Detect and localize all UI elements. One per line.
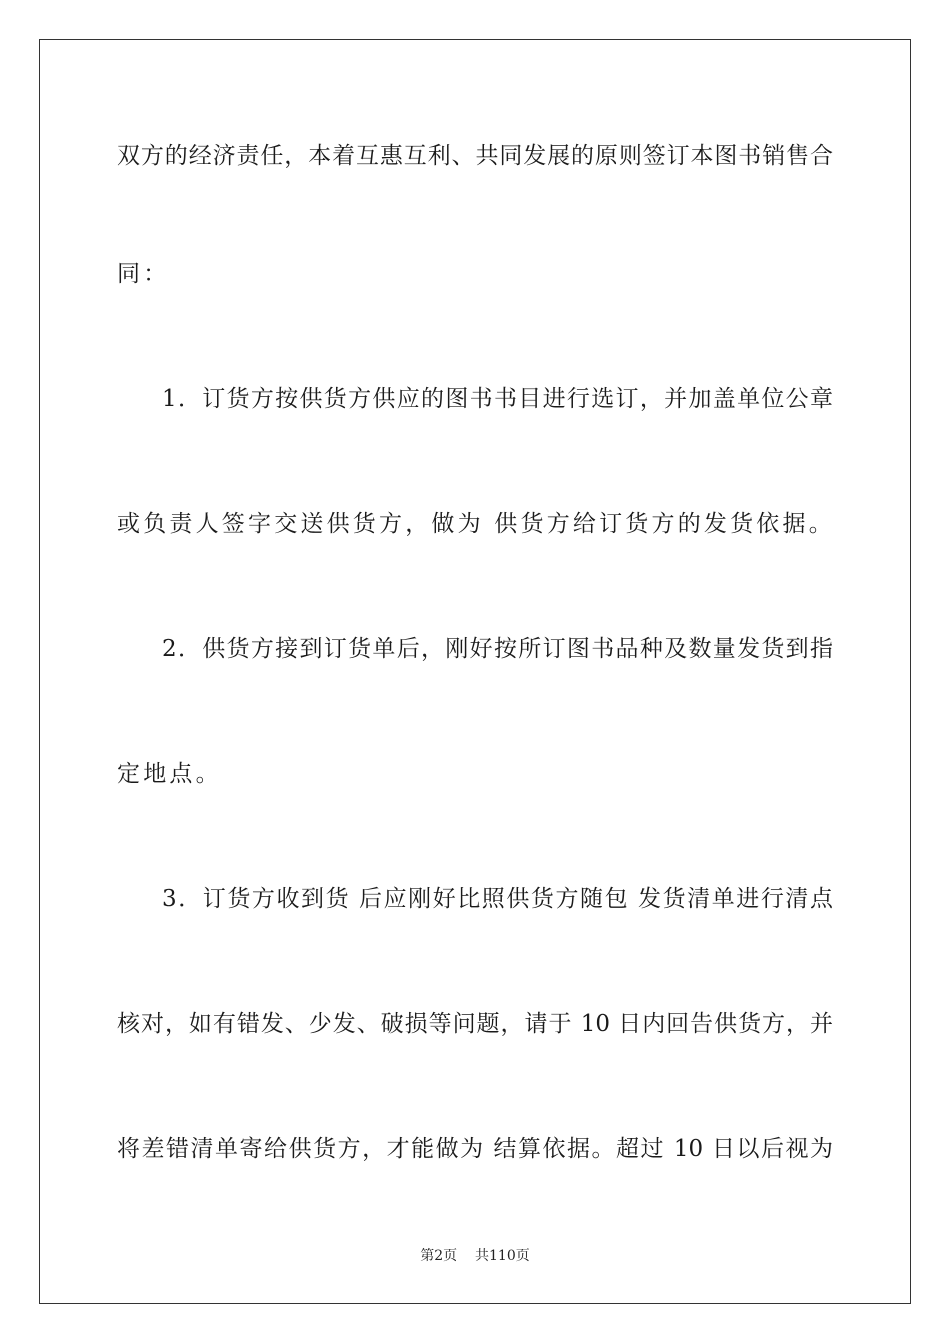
text-line-2: 同： (117, 261, 170, 287)
page-total: 共110页 (475, 1248, 530, 1264)
page-border (39, 39, 911, 1304)
text-line-8: 核对，如有错发、少发、破损等问题，请于 10 日内回告供货方，并 (117, 1011, 833, 1037)
text-line-9: 将差错清单寄给供货方，才能做为 结算依据。超过 10 日以后视为 (117, 1136, 833, 1162)
text-line-1: 双方的经济责任，本着互惠互利、共同发展的原则签订本图书销售合 (117, 143, 833, 169)
text-line-4: 或负责人签字交送供货方，做为 供货方给订货方的发货依据。 (117, 511, 835, 537)
text-line-5: 2．供货方接到订货单后，刚好按所订图书品种及数量发货到指 (162, 636, 833, 662)
text-line-7: 3．订货方收到货 后应刚好比照供货方随包 发货清单进行清点 (162, 886, 833, 912)
page-number: 第2页 (420, 1248, 458, 1264)
text-line-3: 1．订货方按供货方供应的图书书目进行选订，并加盖单位公章 (162, 386, 833, 412)
text-line-6: 定地点。 (117, 761, 222, 787)
page-footer (0, 1247, 950, 1265)
